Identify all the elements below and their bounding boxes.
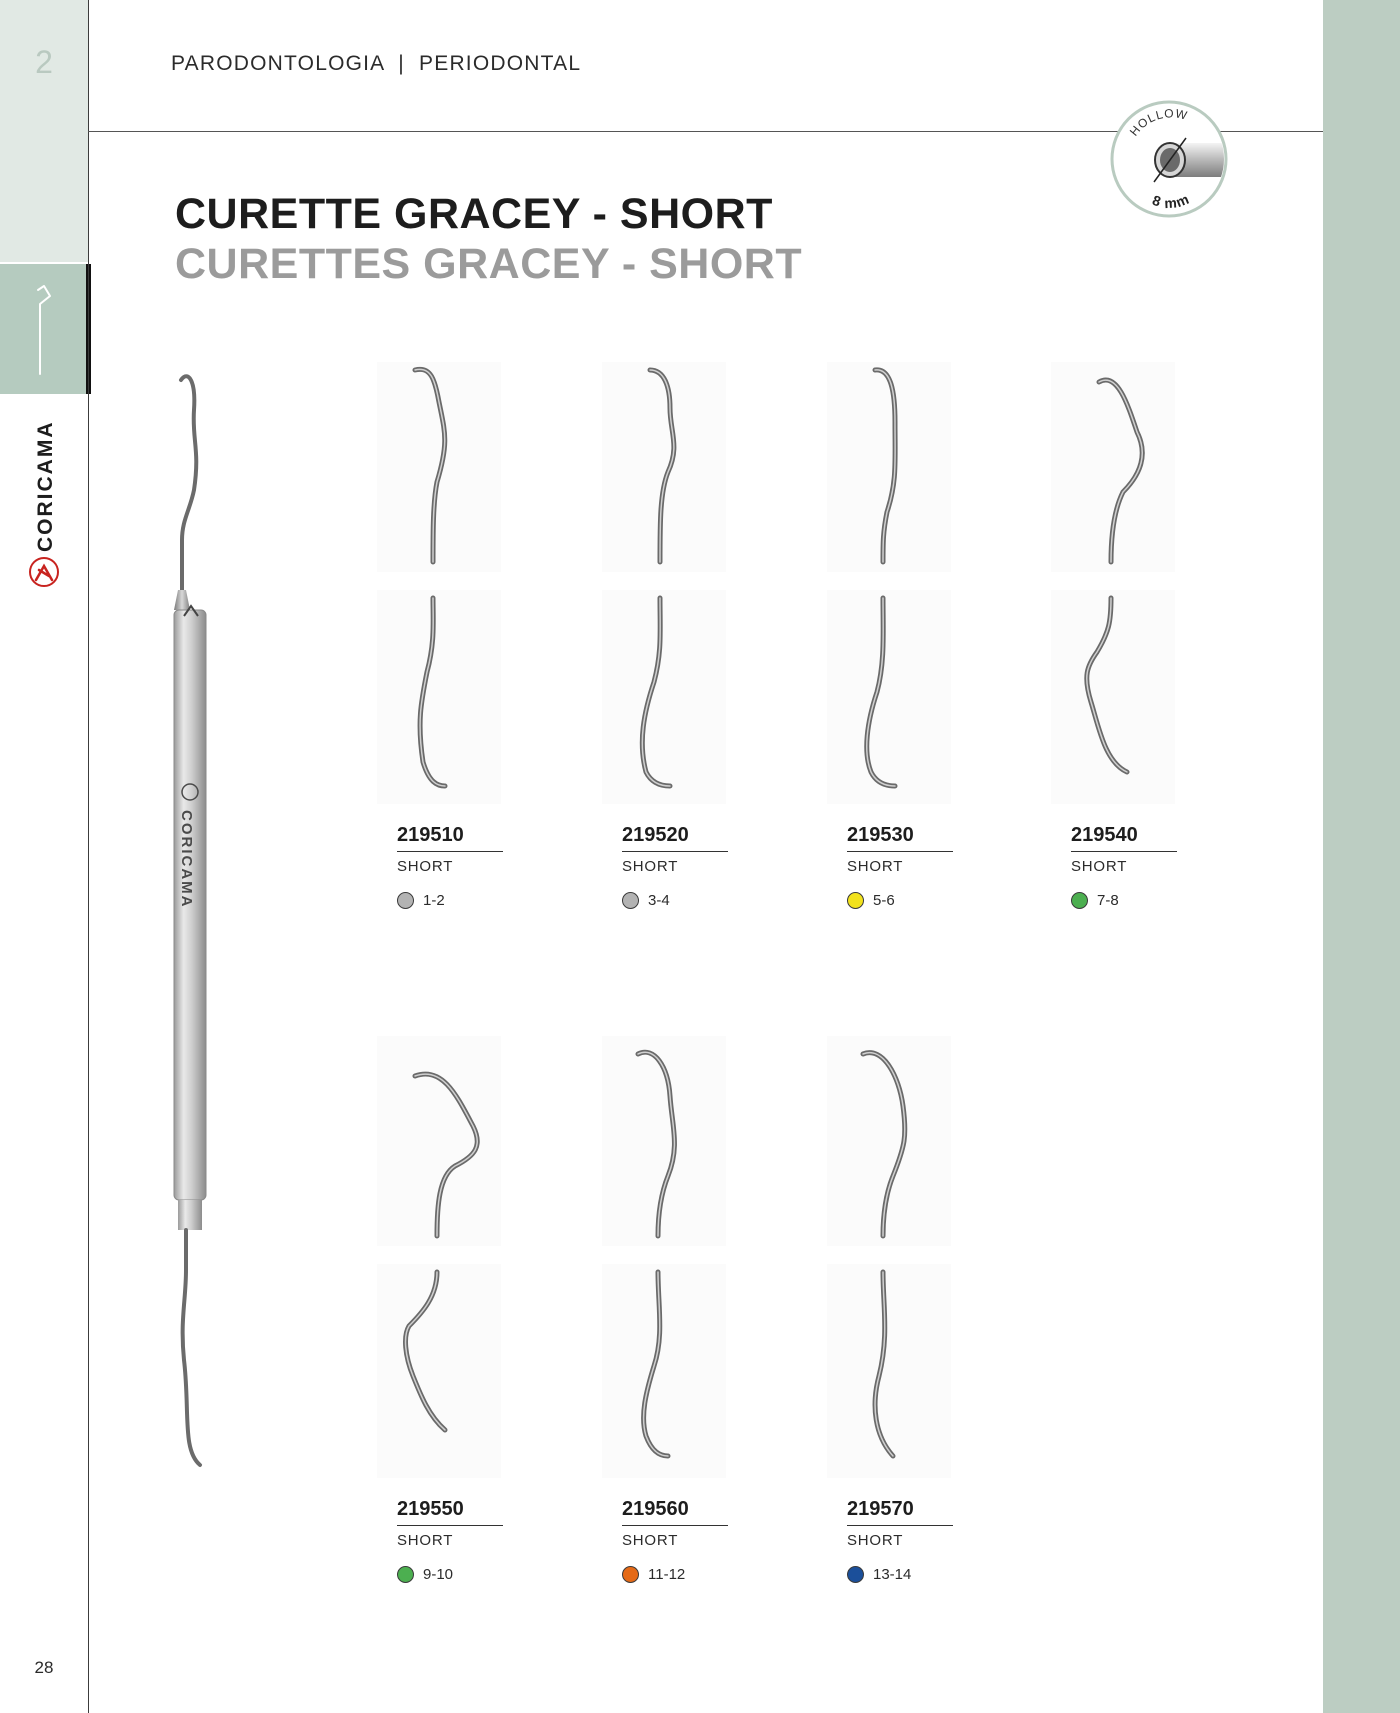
product-code: 219520 (622, 824, 728, 852)
instrument-photo-full (160, 370, 240, 1480)
color-code-row (1071, 892, 1119, 909)
hollow-handle-badge (1110, 100, 1228, 218)
product-range: 7-8 (1097, 892, 1119, 909)
product-range: 1-2 (423, 892, 445, 909)
chapter-tab (0, 0, 88, 262)
page-number: 28 (34, 1658, 54, 1677)
section-label: PARODONTOLOGIA | PERIODONTAL (171, 52, 582, 75)
color-dot (847, 1566, 864, 1583)
product-range: 9-10 (423, 1566, 454, 1583)
product-size: SHORT (847, 858, 904, 875)
product-code: 219570 (847, 1498, 953, 1526)
product-size: SHORT (622, 1532, 679, 1549)
product-code: 219560 (622, 1498, 728, 1526)
product-size: SHORT (847, 1532, 904, 1549)
chapter-number: 2 (35, 44, 53, 80)
category-tab-active[interactable] (0, 264, 88, 394)
product-code: 219510 (397, 824, 503, 852)
product-size: SHORT (397, 1532, 454, 1549)
product-range: 3-4 (648, 892, 670, 909)
instrument-tip-photo (373, 362, 513, 824)
color-code-row (397, 1566, 453, 1583)
product-size: SHORT (1071, 858, 1128, 875)
instrument-tip-photo (598, 1036, 738, 1498)
color-code-row (847, 1566, 911, 1583)
product-size: SHORT (397, 858, 454, 875)
curette-tip-icon (0, 264, 88, 394)
product-code: 219530 (847, 824, 953, 852)
color-code-row (622, 892, 670, 909)
instrument-tip-photo (823, 1036, 963, 1498)
product-range: 5-6 (873, 892, 895, 909)
svg-text:CORICAMA: CORICAMA (34, 420, 57, 552)
instrument-tip-photo (598, 362, 738, 824)
badge-top-text: HOLLOW (1126, 106, 1190, 139)
color-code-row (622, 1566, 685, 1583)
page-title: CURETTE GRACEY - SHORT (175, 190, 773, 238)
color-code-row (847, 892, 895, 909)
svg-text:CORICAMA: CORICAMA (178, 810, 195, 909)
color-dot (397, 892, 414, 909)
color-code-row (397, 892, 445, 909)
product-code: 219540 (1071, 824, 1177, 852)
product-range: 11-12 (648, 1566, 686, 1583)
page-subtitle: CURETTES GRACEY - SHORT (175, 240, 803, 288)
instrument-tip-photo (1047, 362, 1187, 824)
right-margin-band (1323, 0, 1400, 1713)
color-dot (622, 892, 639, 909)
instrument-tip-photo (373, 1036, 513, 1498)
product-range: 13-14 (873, 1566, 912, 1583)
badge-bottom-text: 8 mm (1150, 190, 1192, 212)
brand-logo-vertical (28, 410, 62, 600)
color-dot (397, 1566, 414, 1583)
color-dot (622, 1566, 639, 1583)
color-dot (847, 892, 864, 909)
product-size: SHORT (622, 858, 679, 875)
product-code: 219550 (397, 1498, 503, 1526)
rail-divider (88, 0, 89, 1713)
instrument-tip-photo (823, 362, 963, 824)
color-dot (1071, 892, 1088, 909)
